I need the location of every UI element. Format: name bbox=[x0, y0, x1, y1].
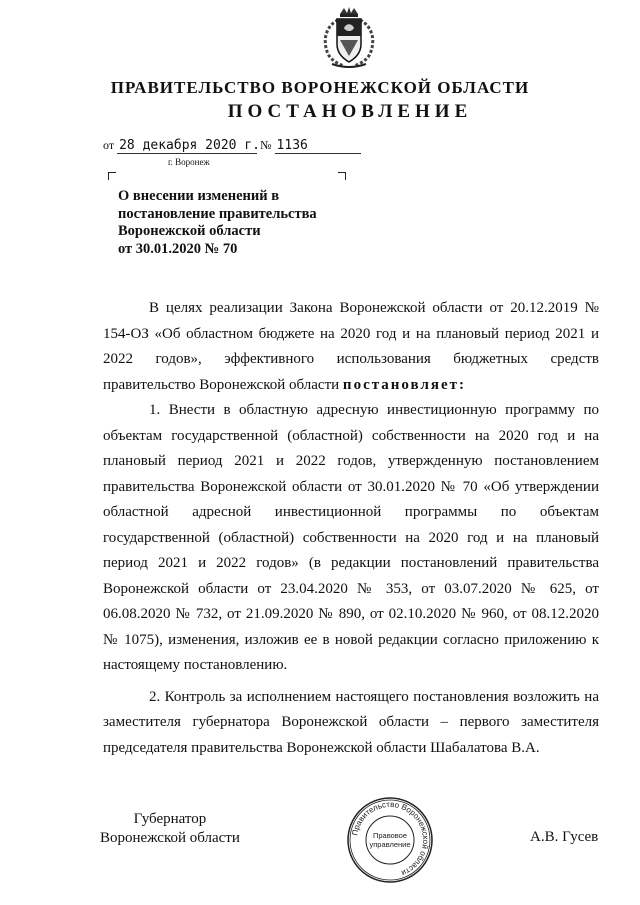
stamp-ring-text: Правительство Воронежской области bbox=[350, 799, 431, 878]
document-subject bbox=[118, 188, 317, 258]
resolves-word: постановляет: bbox=[342, 376, 466, 393]
coat-of-arms-icon bbox=[318, 6, 380, 70]
subject-line: от 30.01.2020 № 70 bbox=[118, 240, 238, 257]
organization-title: ПРАВИТЕЛЬСТВО ВОРОНЕЖСКОЙ ОБЛАСТИ bbox=[110, 78, 530, 97]
stamp-center-line: управление bbox=[369, 840, 411, 849]
city-label: г. Воронеж bbox=[168, 157, 210, 167]
signatory-title-line: Губернатор bbox=[133, 811, 207, 827]
item-2-paragraph: 2. Контроль за исполнением настоящего постановления возложить на заместителя губернатора Воронежской области – первого заместителя председателя правительства Воронежской области Шабалатова В.А. bbox=[103, 688, 599, 756]
subject-line: постановление правительства bbox=[118, 205, 317, 222]
corner-mark-right bbox=[338, 172, 346, 180]
signatory-title-line: Воронежской области bbox=[100, 830, 240, 846]
stamp-center-line: Правовое bbox=[372, 831, 408, 840]
document-date: 28 декабря 2020 г. bbox=[119, 138, 260, 153]
signatory-title bbox=[100, 810, 240, 848]
date-prefix: от bbox=[103, 138, 115, 152]
number-label: № bbox=[260, 138, 272, 152]
document-type: ПОСТАНОВЛЕНИЕ bbox=[227, 101, 473, 122]
document-number: 1136 bbox=[275, 138, 361, 154]
preamble-text: В целях реализации Закона Воронежской области от 20.12.2019 № 154-ОЗ «Об областном бюджете на 2020 год и на плановый период 2021 и 2022 годов», эффективного использования бюджетных средств правительство Воронежской области bbox=[103, 300, 599, 393]
signatory-name: А.В. Гусев bbox=[530, 829, 599, 845]
preamble-paragraph bbox=[103, 296, 599, 398]
official-stamp-icon bbox=[346, 796, 434, 884]
subject-line: О внесении изменений в bbox=[118, 188, 280, 204]
document-body bbox=[103, 296, 599, 761]
subject-line: Воронежской области bbox=[118, 223, 261, 239]
date-number-line bbox=[103, 138, 361, 154]
corner-mark-left bbox=[108, 172, 116, 180]
item-1-paragraph: 1. Внести в областную адресную инвестиционную программу по объектам государственной (областной) собственности на 2020 год и на плановый период 2021 и 2022 годов, утвержденную постановлением правительства Воронежской области от 30.01.2020 № 70 «Об утверждении областной адресной инвестиционной программы по объектам государственной (областной) собственности на 2020 год и на плановый период 2021 и 2022 годов» (в редакции постановлений правительства Воронежской области от 23.04.2020 № 353, от 03.07.2020 № 625, от 06.08.2020 № 732, от 21.09.2020 № 890, от 02.10.2020 № 960, от 08.12.2020 № 1075), изменения, изложив ее в новой редакции согласно приложению к настоящему постановлению. bbox=[103, 402, 599, 673]
